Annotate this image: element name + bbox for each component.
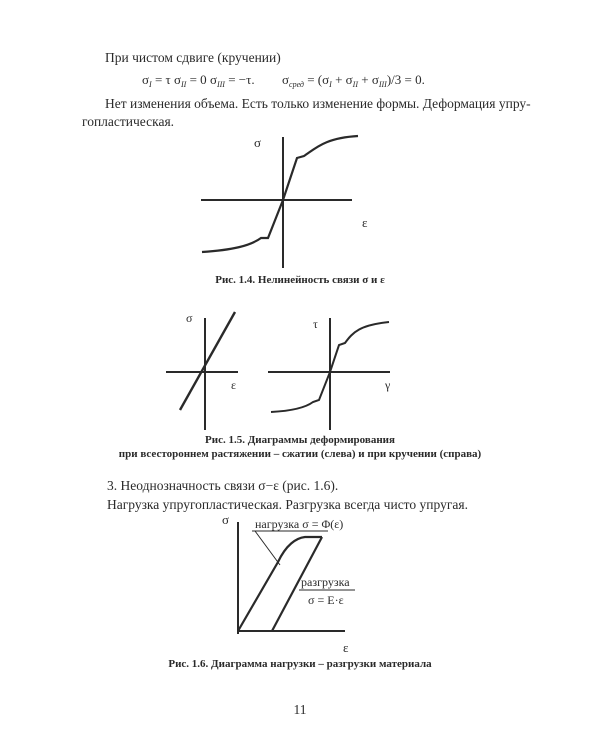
y-axis-label: σ bbox=[254, 135, 262, 150]
eq-part: = −τ. bbox=[224, 72, 255, 87]
right-x-label: γ bbox=[385, 378, 391, 392]
subscript: I bbox=[149, 80, 152, 89]
y-axis-label: σ bbox=[222, 512, 230, 527]
sigma-symbol: σ bbox=[282, 72, 290, 87]
sigma-symbol: σ bbox=[174, 72, 182, 87]
x-axis-label: ε bbox=[362, 215, 368, 230]
sigma-symbol: σ bbox=[209, 72, 217, 87]
x-axis-label: ε bbox=[343, 640, 349, 655]
page-number: 11 bbox=[293, 702, 307, 717]
unloading-label: разгрузка bbox=[301, 575, 350, 589]
left-y-label: σ bbox=[186, 311, 193, 325]
paragraph-line-2: гопластическая. bbox=[82, 114, 175, 129]
eq-part: + σ bbox=[331, 72, 353, 87]
figure-1-6-caption: Рис. 1.6. Диаграмма нагрузки – разгрузки материала bbox=[168, 658, 432, 670]
intro-line: При чистом сдвиге (кручении) bbox=[105, 50, 281, 65]
right-y-label: τ bbox=[313, 317, 318, 331]
paragraph-line-1: Нет изменения объема. Есть только изменение формы. Деформация упру- bbox=[105, 96, 531, 111]
figure-1-4-caption: Рис. 1.4. Нелинейность связи σ и ε bbox=[215, 274, 385, 286]
item-3: 3. Неоднозначность связи σ−ε (рис. 1.6). bbox=[107, 478, 339, 493]
load-leader bbox=[255, 531, 280, 565]
sigma-symbol: σ bbox=[142, 72, 150, 87]
subscript: сред bbox=[289, 80, 304, 89]
loading-label: нагрузка σ = Φ(ε) bbox=[255, 517, 344, 531]
subscript: II bbox=[181, 80, 187, 89]
eq-part: = τ bbox=[151, 72, 174, 87]
figure-1-5-caption-line-1: Рис. 1.5. Диаграммы деформирования bbox=[205, 434, 395, 446]
subscript: III bbox=[216, 80, 225, 89]
subscript: II bbox=[352, 80, 358, 89]
figure-1-5-caption-line-2: при всестороннем растяжении – сжатии (слева) и при кручении (справа) bbox=[118, 448, 482, 460]
eq-part: = 0 bbox=[186, 72, 210, 87]
item-3-line-2: Нагрузка упругопластическая. Разгрузка всегда чисто упругая. bbox=[107, 497, 468, 512]
unloading-formula: σ = E·ε bbox=[308, 593, 344, 607]
eq-part: = (σ bbox=[303, 72, 330, 87]
subscript: III bbox=[378, 80, 387, 89]
eq-part: )/3 = 0. bbox=[386, 72, 425, 87]
eq-part: + σ bbox=[357, 72, 379, 87]
left-x-label: ε bbox=[231, 378, 237, 392]
subscript: I bbox=[329, 80, 332, 89]
